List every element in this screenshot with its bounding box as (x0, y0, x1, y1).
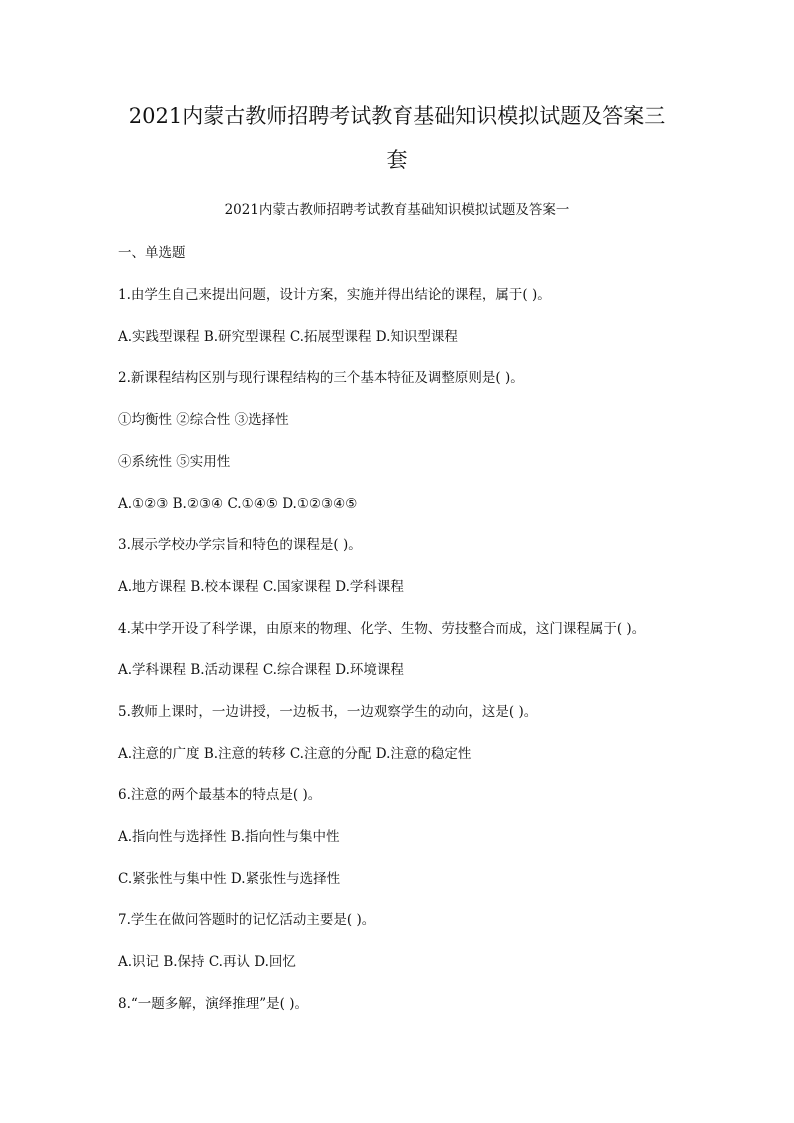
section-heading: 一、单选题 (118, 245, 186, 261)
question-5-options: A.注意的广度 B.注意的转移 C.注意的分配 D.注意的稳定性 (118, 746, 472, 762)
question-2-options: A.①②③ B.②③④ C.①④⑤ D.①②③④⑤ (118, 496, 358, 512)
document-title-line-1: 2021内蒙古教师招聘考试教育基础知识模拟试题及答案三 (128, 104, 666, 128)
question-1: 1.由学生自己来提出问题，设计方案，实施并得出结论的课程，属于( )。 (118, 287, 551, 303)
document-title-line-2: 套 (386, 148, 408, 172)
question-2-items-line-1: ①均衡性 ②综合性 ③选择性 (118, 412, 289, 428)
question-3: 3.展示学校办学宗旨和特色的课程是( )。 (118, 537, 362, 553)
document-subtitle: 2021内蒙古教师招聘考试教育基础知识模拟试题及答案一 (224, 202, 570, 218)
question-6: 6.注意的两个最基本的特点是( )。 (118, 787, 322, 803)
question-5: 5.教师上课时，一边讲授，一边板书，一边观察学生的动向，这是( )。 (118, 704, 538, 720)
question-6-options-line-2: C.紧张性与集中性 D.紧张性与选择性 (118, 871, 341, 887)
question-1-options: A.实践型课程 B.研究型课程 C.拓展型课程 D.知识型课程 (118, 329, 458, 345)
question-6-options-line-1: A.指向性与选择性 B.指向性与集中性 (118, 829, 340, 845)
question-7-options: A.识记 B.保持 C.再认 D.回忆 (118, 954, 296, 970)
question-7: 7.学生在做问答题时的记忆活动主要是( )。 (118, 912, 376, 928)
question-8: 8.“一题多解，演绎推理”是( )。 (118, 996, 309, 1012)
question-2-items-line-2: ④系统性 ⑤实用性 (118, 454, 231, 470)
question-3-options: A.地方课程 B.校本课程 C.国家课程 D.学科课程 (118, 579, 404, 595)
question-2: 2.新课程结构区别与现行课程结构的三个基本特征及调整原则是( )。 (118, 370, 524, 386)
question-4: 4.某中学开设了科学课，由原来的物理、化学、生物、劳技整合而成，这门课程属于( )。 (118, 621, 646, 637)
question-4-options: A.学科课程 B.活动课程 C.综合课程 D.环境课程 (118, 662, 404, 678)
